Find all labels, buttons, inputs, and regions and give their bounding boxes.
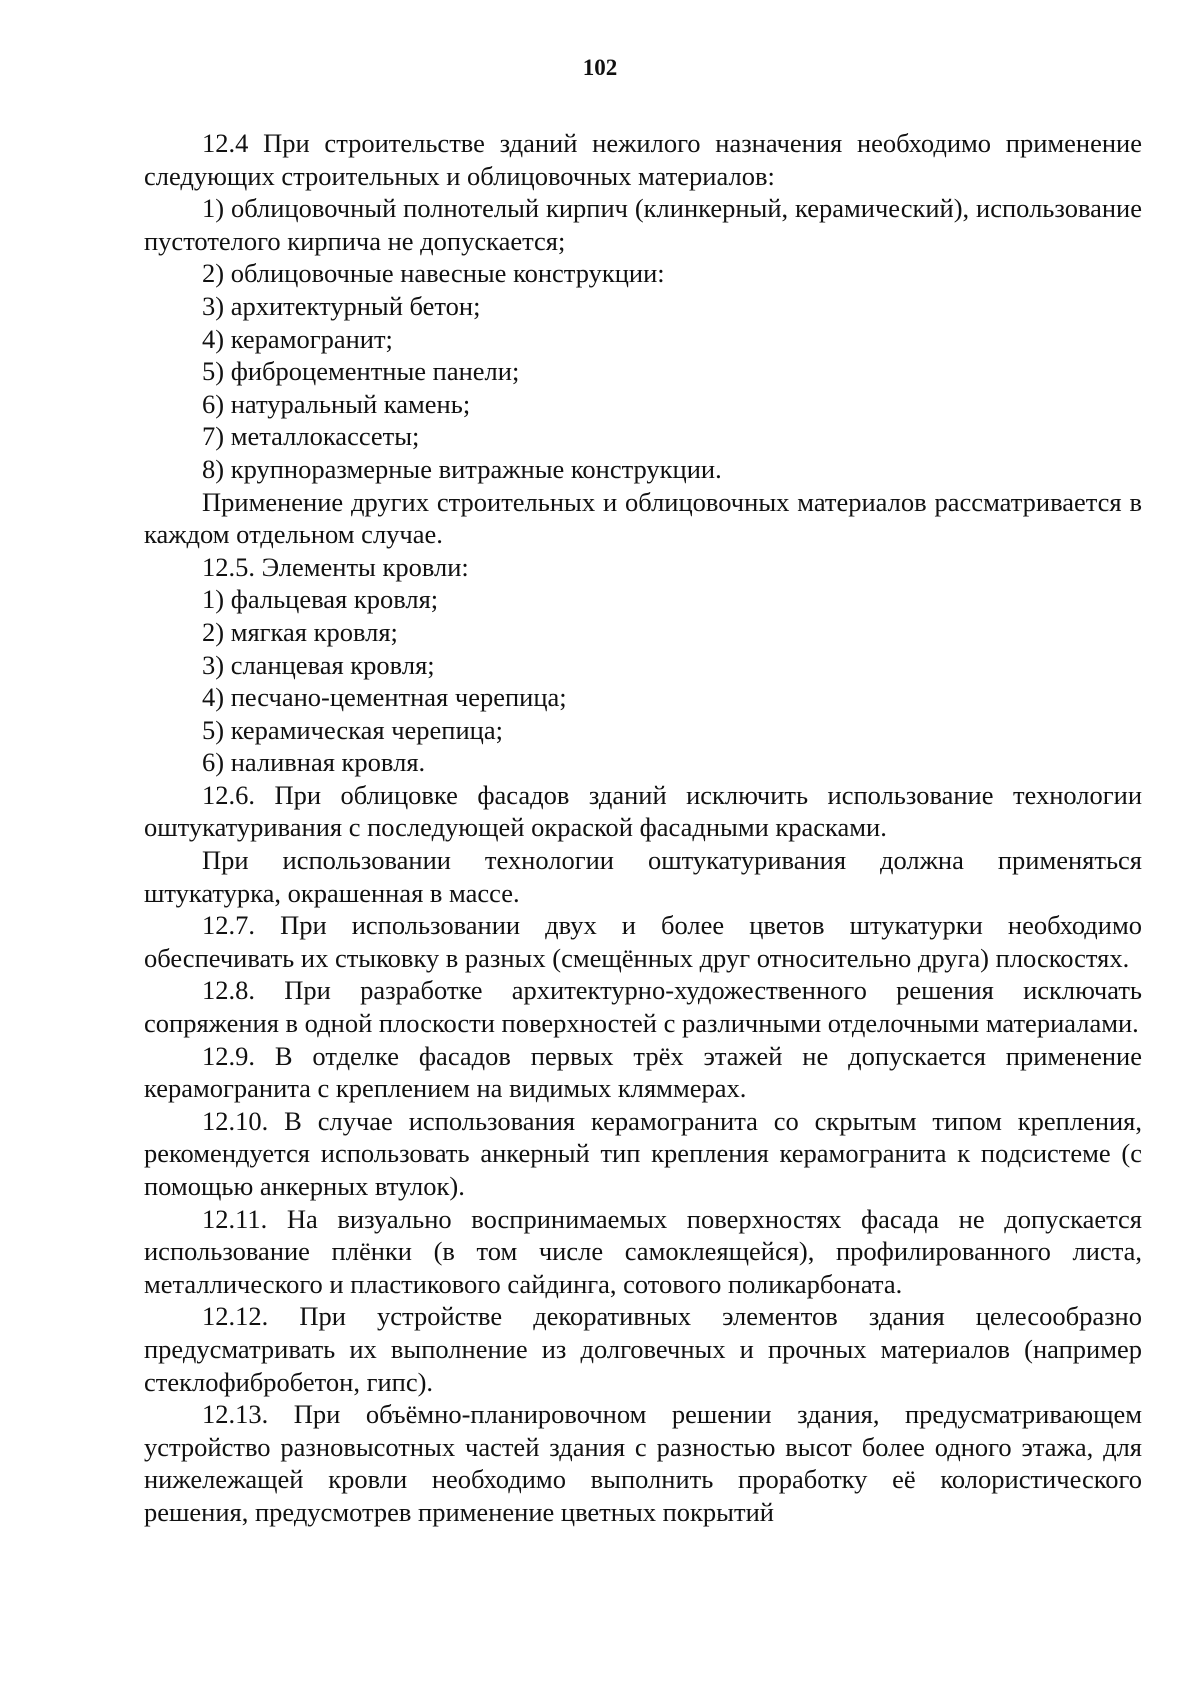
paragraph: При использовании технологии оштукатуривания должна применяться штукатурка, окрашенная в массе. [144,845,1142,908]
list-item: 5) фиброцементные панели; [202,356,520,387]
list-item: 7) металлокассеты; [202,421,420,452]
list-item: 3) архитектурный бетон; [202,290,481,321]
list-item: 4) песчано-цементная черепица; [202,682,567,713]
paragraph: 12.7. При использовании двух и более цветов штукатурки необходимо обеспечивать их стыковку в разных (смещённых друг относительно друга) плоскостях. [144,910,1142,973]
page-number: 102 [582,55,618,80]
list-item: 2) мягкая кровля; [202,616,398,647]
list-item: 12.5. Элементы кровли: [202,551,469,582]
list-item: 4) керамогранит; [202,323,393,354]
paragraph: 12.6. При облицовке фасадов зданий исключить использование технологии оштукатуривания с последующей окраской фасадными красками. [144,779,1142,843]
list-item: 6) наливная кровля. [202,747,426,778]
list-item: 6) натуральный камень; [202,388,471,419]
paragraph: 12.13. При объёмно-планировочном решении здания, предусматривающем устройство разновысотных частей здания с разностью высот более одного этажа, для нижележащей кровли необходимо выполнить проработку её колористического решения, предусмотрев применение цветных покрытий [144,1399,1142,1527]
paragraph: 12.9. В отделке фасадов первых трёх этажей не допускается применение керамогранита с креплением на видимых кляммерах. [144,1040,1142,1104]
list-item: 3) сланцевая кровля; [202,649,435,680]
paragraph: Применение других строительных и облицовочных материалов рассматривается в каждом отдельном случае. [144,486,1142,550]
list-item: 1) фальцевая кровля; [202,584,439,615]
list-item: 5) керамическая черепица; [202,714,503,745]
paragraph: 12.8. При разработке архитектурно-художественного решения исключать сопряжения в одной плоскости поверхностей с различными отделочными материалами. [144,975,1142,1039]
paragraph: 12.4 При строительстве зданий нежилого назначения необходимо применение следующих строительных и облицовочных материалов: [144,128,1142,191]
document-body [144,127,1142,1529]
list-item: 2) облицовочные навесные конструкции: [202,258,665,289]
paragraph: 12.11. На визуально воспринимаемых поверхностях фасада не допускается использование плёнки (в том числе самоклеящейся), профилированного листа, металлического и пластикового сайдинга, сотового поликарбоната. [144,1203,1142,1299]
paragraph: 12.12. При устройстве декоративных элементов здания целесообразно предусматривать их выполнение из долговечных и прочных материалов (например стеклофибробетон, гипс). [144,1301,1142,1397]
paragraph: 12.10. В случае использования керамогранита со скрытым типом крепления, рекомендуется использовать анкерный тип крепления керамогранита к подсистеме (с помощью анкерных втулок). [144,1105,1142,1201]
paragraph: 1) облицовочный полнотелый кирпич (клинкерный, керамический), использование пустотелого кирпича не допускается; [144,193,1142,256]
list-item: 8) крупноразмерные витражные конструкции. [202,453,722,484]
